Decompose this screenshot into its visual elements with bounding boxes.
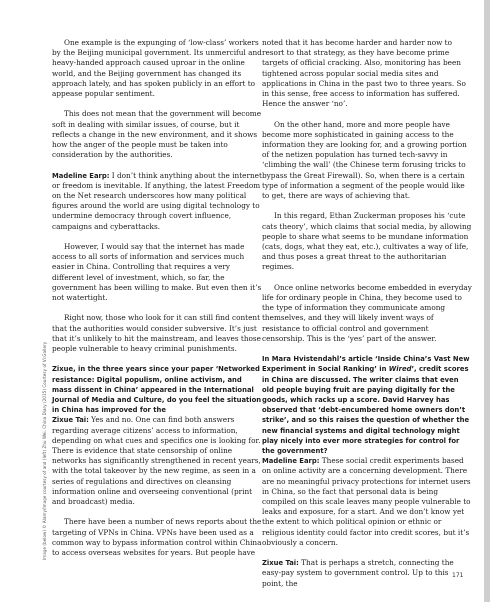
right-column: [262, 38, 472, 599]
left-column: [52, 38, 262, 568]
paragraph-text: Yes and no. One can find both answers regarding average citizens’ access to information, depending on what cues and specifics one is looking for. There is evidence that state censorship of online networks has significantly strengthened in recent years, with the total takeover by the new regime, as seen in a series of regulations and directives on cleansing information online and overseeing conventional (print and broadcast) media.: [52, 415, 261, 507]
question-text: In Mara Hvistendahl’s article ‘Inside China’s Vast New Experiment in Social Ranking’ in: [262, 355, 470, 374]
speaker-name: Madeline Earp:: [52, 171, 110, 180]
paragraph: On the other hand, more and more people have become more sophisticated in gaining access to the information they are looking for, and a growing portion of the netizen population has turned tech-savvy in ‘climbing the wall’ (the Chinese term forusing tricks to bypass the Great Firewall). So, when there is a certain type of information a segment of the people would like to get, there are ways of achieving that.: [262, 119, 467, 201]
paragraph: One example is the expunging of ‘low-class’ workers by the Beijing municipal government. Its unmerciful and heavy-handed approach caused uproar in the online world, and the Beijing government has changed its approach lately, and has spoken publicly in an effort to appease popular sentiment.: [52, 38, 262, 99]
page-number: 171: [452, 572, 464, 579]
paragraph: [262, 558, 472, 589]
paragraph: [52, 415, 262, 507]
interview-question: [262, 354, 472, 456]
paragraph: There have been a number of news reports about the targeting of VPNs in China. VPNs have been used as a common way to bypass information control within China to access overseas websites for years. But people have: [52, 517, 262, 558]
page-edge-shadow: [484, 0, 490, 602]
paragraph: Right now, those who look for it can still find content that the authorities would consider subversive. It’s just that it’s unlikely to hit the mainstream, and leaves those people vulnerable to heavy criminal punishments.: [52, 313, 261, 354]
interview-question: Zixue, in the three years since your paper ‘Networked resistance: Digital populism, online activism, and mass dissent in China’ appeared in the International Journal of Media and Culture, do you feel the situation in China has improved for the: [52, 365, 262, 415]
paragraph: [52, 171, 262, 232]
paragraph: [262, 456, 472, 548]
paragraph: In this regard, Ethan Zuckerman proposes his ‘cute cats theory’, which claims that social media, by allowing people to share what seems to be mundane information (cats, dogs, what they eat, etc.), cultivates a way of life, and thus poses a great threat to the authoritarian regimes.: [262, 211, 472, 272]
paragraph: noted that it has become harder and harder now to resort to that strategy, as they have become prime targets of official cracking. Also, monitoring has been tightened across popular social media sites and applications in China in the past two to three years. So in this sense, free access to information has suffered. Hence the answer ‘no’.: [262, 38, 466, 109]
paragraph: However, I would say that the internet has made access to all sorts of information and services much easier in China. Controlling that requires a very different level of investment, which, so far, the government has been willing to make. But even then it’s not watertight.: [52, 242, 262, 303]
publication-title: Wired: [388, 365, 412, 374]
speaker-name: Madeline Earp:: [262, 457, 320, 466]
paragraph-text: That is perhaps a stretch, connecting the easy-pay system to government control. Up to this point, the: [262, 558, 454, 588]
question-text: ’, credit scores in China are discussed. The writer claims that even old people buying fruit are paying digitally for the goods, which racks up a score. David Harvey has observed that ‘debt-encumbered home owners don’t strike’, and so this raises the question of whether the new financial systems and digital technology might play nicely into ever more strategies for control for the government?: [262, 365, 470, 456]
image-credit: Image (below) © Alamy/Image courtesy of and (left) Zhu Wei. China Diary (2015) Courtesy of Vi:Gallery: [42, 341, 47, 560]
speaker-name: Zixue Tai:: [52, 416, 89, 425]
paragraph-text: I don’t think anything about the internet or freedom is inevitable. If anything, the latest Freedom on the Net research underscores how many political figures around the world are using digital technology to undermine democracy through covert influence, campaigns and cyberattacks.: [52, 170, 262, 231]
paragraph: This does not mean that the government will become soft in dealing with similar issues, of course, but it reflects a change in the new environment, and it shows how the anger of the people must be taken into consideration by the authorities.: [52, 109, 262, 160]
paragraph: Once online networks become embedded in everyday life for ordinary people in China, they become used to the type of information they communicate among themselves, and they will likely invent ways of resistance to official control and government censorship. This is the ‘yes’ part of the answer.: [262, 282, 472, 343]
paragraph-text: These social credit experiments based on online activity are a concerning development. There are no meaningful privacy protections for internet users in China, so the fact that personal data is being compiled on this scale leaves many people vulnerable to leaks and exposure, for a start. And we don’t know yet the extent to which political opinion or ethnic or religious identity could factor into credit scores, but it’s obviously a concern.: [262, 456, 471, 547]
speaker-name: Zixue Tai:: [262, 559, 299, 568]
